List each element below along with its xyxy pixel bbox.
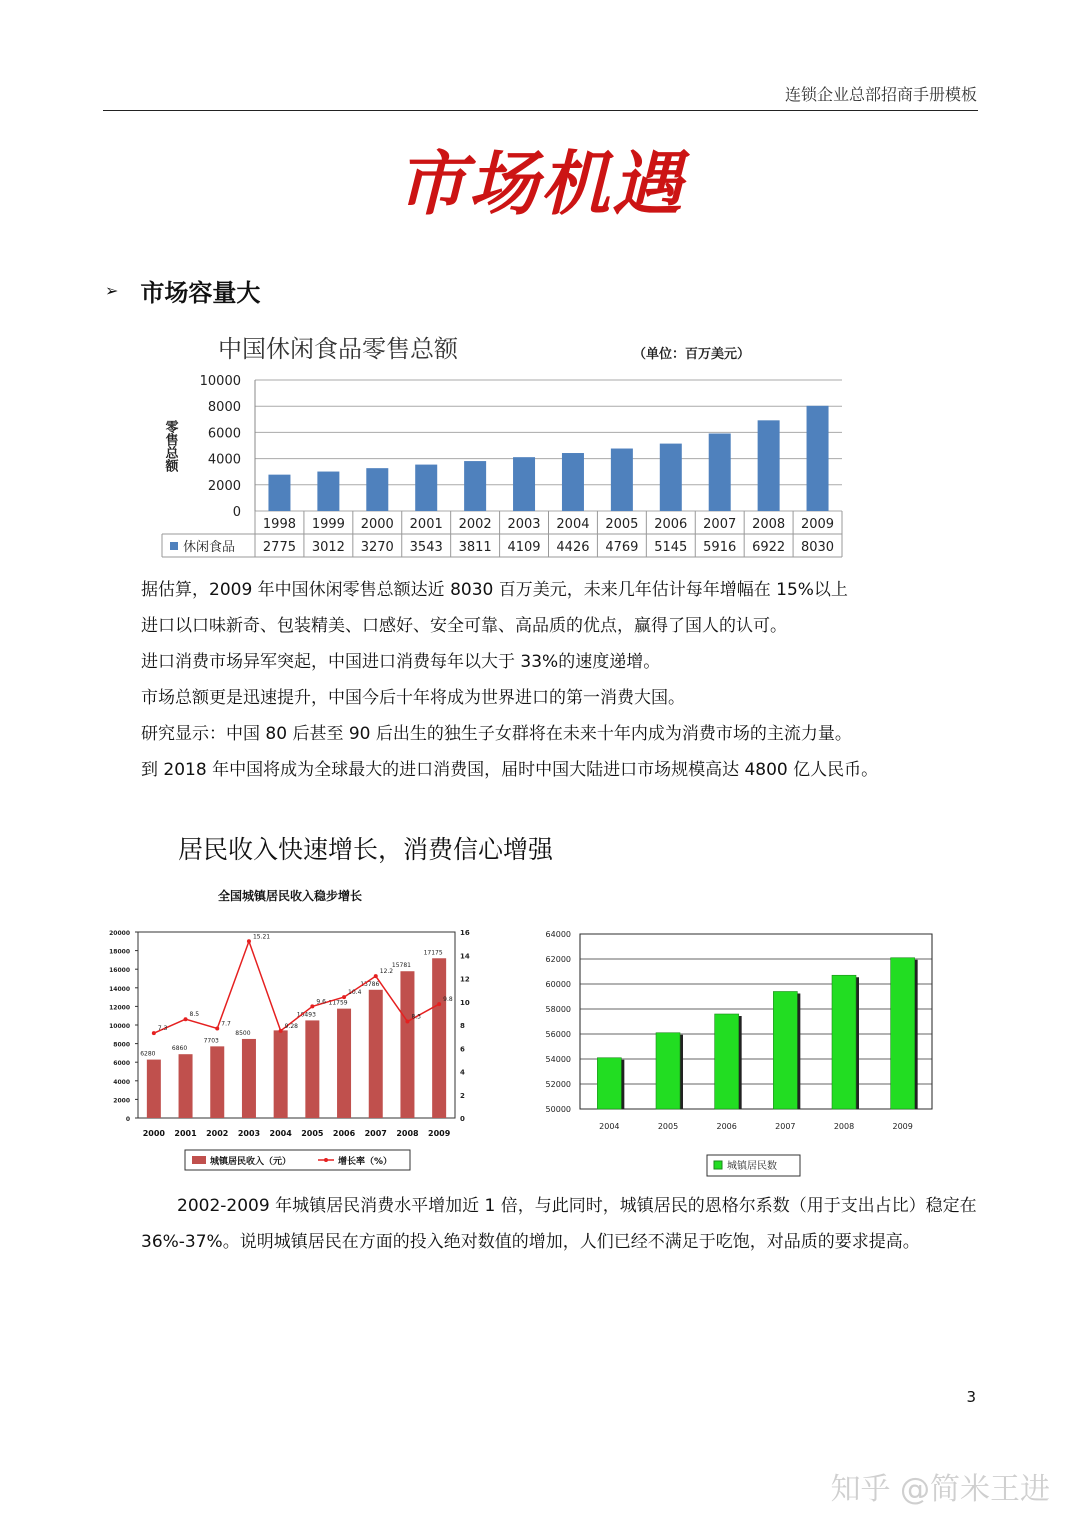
chart1-category-label: 1998 (262, 517, 297, 532)
chart2-y2tick-label: 12 (460, 975, 470, 984)
chart1-category-label: 1999 (311, 517, 345, 532)
chart2-growth-label: 9.28 (284, 1022, 299, 1030)
paragraph-2: 进口以口味新奇、包装精美、口感好、安全可靠、高品质的优点，赢得了国人的认可。 (141, 616, 787, 636)
chart1-ytick-label: 4000 (207, 452, 241, 468)
chart2-category-label: 2001 (174, 1129, 197, 1138)
chart2-growth-label: 10.4 (348, 989, 362, 997)
chart1-legend-swatch (170, 542, 178, 550)
chart3-ytick-label: 50000 (545, 1105, 571, 1114)
chart2-ytick-label: 10000 (109, 1023, 130, 1030)
chart2-category-label: 2006 (332, 1129, 356, 1138)
chart2-category-label: 2009 (428, 1129, 451, 1138)
chart1-category-label: 2008 (752, 517, 786, 532)
chart1-bar (709, 434, 731, 511)
chart1-subtitle: （单位：百万美元） (633, 347, 751, 362)
chart2-bar (305, 1020, 319, 1118)
chart1-bar (758, 420, 780, 511)
chart2-bar (147, 1060, 161, 1118)
chart1-legend-label: 休闲食品 (183, 540, 236, 555)
chart2-ytick-label: 2000 (113, 1097, 130, 1105)
chart2-y2tick-label: 16 (460, 929, 470, 937)
chart2-legend-bar-swatch (192, 1156, 206, 1164)
chart2-y2tick-label: 0 (460, 1115, 465, 1123)
chart2-ytick-label: 8000 (113, 1041, 130, 1049)
snack-retail-chart (150, 325, 860, 565)
chart3-ytick-label: 60000 (545, 980, 571, 989)
chart1-bar (611, 449, 633, 511)
urban-residents-chart (520, 920, 945, 1182)
chart2-growth-line (154, 941, 439, 1033)
chart3-category-label: 2004 (599, 1122, 620, 1131)
chart3-bar (773, 992, 797, 1110)
chart1-bar (366, 468, 388, 511)
chart3-ytick-label: 64000 (545, 930, 571, 939)
chart3-bar (832, 975, 856, 1109)
chart3-bar (891, 958, 915, 1109)
chart3-legend-swatch (714, 1161, 722, 1169)
chart1-value-label: 4109 (507, 540, 541, 555)
chart3-ytick-label: 54000 (545, 1055, 571, 1064)
chart2-ytick-label: 4000 (113, 1078, 130, 1086)
chart2-growth-point (342, 995, 346, 999)
chart1-ytick-label: 6000 (207, 426, 241, 442)
watermark: 知乎 @简米王进 (830, 1472, 1050, 1507)
chart2-y2tick-label: 2 (460, 1091, 465, 1100)
section1-heading: 市场容量大 (140, 279, 261, 307)
chart1-bar (464, 461, 486, 511)
chart2-bar-label: 17175 (423, 949, 443, 957)
chart2-bar-label: 6860 (171, 1045, 188, 1053)
chart1-ytick-label: 10000 (199, 374, 241, 389)
chart3-category-label: 2006 (716, 1122, 737, 1131)
chart1-value-label: 8030 (800, 540, 835, 555)
chart1-ytick-label: 0 (232, 505, 241, 520)
paragraph-3: 进口消费市场异军突起，中国进口消费每年以大于 33%的速度递增。 (141, 652, 661, 672)
chart3-plot-frame (580, 934, 932, 1109)
chart2-growth-point (279, 1029, 283, 1033)
chart1-value-label: 2775 (262, 540, 297, 555)
chart2-growth-point (152, 1031, 156, 1035)
chart2-bar (400, 971, 414, 1118)
chart2-bar-label: 15781 (391, 962, 411, 970)
chart2-legend-line-label: 增长率（%） (338, 1157, 393, 1167)
chart1-value-label: 4426 (556, 540, 590, 555)
chart1-category-label: 2004 (556, 517, 590, 532)
urban-income-chart (100, 880, 500, 1180)
chart3-category-label: 2007 (775, 1122, 796, 1131)
chart2-growth-label: 9.6 (316, 998, 326, 1006)
chart2-legend-line-marker (324, 1158, 328, 1162)
chart2-growth-label: 9.8 (443, 996, 453, 1004)
chart1-bar (513, 457, 535, 511)
chart2-ytick-label: 16000 (109, 967, 130, 975)
chart1-category-label: 2002 (458, 517, 492, 532)
chart1-category-label: 2009 (800, 517, 835, 532)
chart2-bar-label: 10493 (296, 1011, 316, 1019)
chart1-category-label: 2006 (654, 517, 688, 532)
chart3-bar (656, 1033, 680, 1109)
chart1-category-label: 2000 (360, 517, 394, 532)
chart3-category-label: 2009 (892, 1122, 913, 1131)
chart3-legend-label: 城镇居民数 (727, 1161, 777, 1172)
chart1-category-label: 2003 (507, 517, 541, 532)
chart2-category-label: 2003 (237, 1129, 261, 1138)
chart2-y2tick-label: 4 (460, 1068, 465, 1077)
header-rule (103, 110, 978, 111)
chart2-y2tick-label: 10 (460, 998, 470, 1007)
chart2-ytick-label: 20000 (109, 930, 130, 937)
chart2-y2tick-label: 6 (460, 1045, 465, 1054)
body-paragraph-2: 2002-2009 年城镇居民消费水平增加近 1 倍，与此同时，城镇居民的恩格尔系数（用于支出占比）稳定在 36%-37%。说明城镇居民在方面的投入绝对数值的增加，人们已经不满足于吃饱，对品质的要求提高。 (141, 1196, 977, 1252)
chart2-growth-point (437, 1002, 441, 1006)
chart2-category-label: 2005 (301, 1129, 324, 1138)
chart2-growth-point (247, 939, 251, 943)
chart2-bar-label: 6280 (140, 1050, 156, 1058)
chart2-ytick-label: 14000 (109, 985, 130, 993)
chart2-bar-label: 13786 (360, 980, 380, 988)
chart2-growth-label: 12.2 (379, 968, 394, 976)
chart2-growth-point (310, 1004, 314, 1008)
chart1-ytick-label: 2000 (207, 478, 241, 494)
chart1-bar (415, 465, 437, 511)
chart2-legend-bar-label: 城镇居民收入（元） (210, 1157, 292, 1167)
page-number: 3 (966, 1388, 976, 1406)
chart2-growth-label: 7.7 (221, 1020, 231, 1028)
page-title: 市场机遇 (396, 142, 684, 225)
chart2-bar (242, 1039, 256, 1118)
paragraph-4: 市场总额更是迅速提升，中国今后十年将成为世界进口的第一消费大国。 (141, 688, 685, 708)
chart3-bar (715, 1014, 739, 1109)
chart3-bar (597, 1058, 621, 1109)
chart1-bar (317, 472, 339, 511)
chart2-title: 全国城镇居民收入稳步增长 (217, 889, 363, 903)
chart2-bar (337, 1009, 351, 1118)
chart1-ytick-label: 8000 (207, 400, 241, 416)
chart2-ytick-label: 6000 (113, 1060, 130, 1068)
chart2-ytick-label: 0 (125, 1116, 130, 1123)
chart2-bar (179, 1054, 193, 1118)
chart3-ytick-label: 52000 (545, 1080, 571, 1089)
chart3-ytick-label: 58000 (545, 1005, 571, 1014)
chart2-y2tick-label: 14 (460, 952, 470, 961)
chart1-value-label: 3270 (360, 540, 394, 555)
chart3-category-label: 2008 (833, 1122, 855, 1131)
chart1-category-label: 2001 (409, 517, 443, 532)
chart2-growth-label: 15.21 (252, 933, 271, 941)
chart2-growth-label: 7.3 (157, 1025, 168, 1033)
chart1-title: 中国休闲食品零售总额 (218, 335, 458, 363)
chart2-growth-point (184, 1017, 188, 1021)
chart1-value-label: 3543 (409, 540, 443, 555)
paragraph-1: 据估算，2009 年中国休闲零售总额达近 8030 百万美元，未来几年估计每年增幅在 15%以上 (141, 580, 848, 600)
chart2-category-label: 2004 (269, 1129, 292, 1138)
chart1-bar (807, 406, 829, 511)
chart2-bar-label: 7703 (203, 1037, 219, 1045)
chart1-bar (660, 444, 682, 511)
chart2-bar (432, 958, 446, 1118)
chart2-category-label: 2007 (364, 1129, 387, 1138)
section2-title: 居民收入快速增长，消费信心增强 (178, 835, 554, 864)
chart2-ytick-label: 12000 (109, 1004, 130, 1012)
chart2-y2tick-label: 8 (460, 1022, 465, 1030)
chart2-growth-point (405, 1020, 409, 1024)
chart2-growth-point (374, 974, 378, 978)
chart2-growth-label: 8.5 (189, 1011, 200, 1019)
chart1-category-label: 2007 (703, 517, 737, 532)
chart1-value-label: 3012 (311, 540, 345, 555)
chart2-ytick-label: 18000 (109, 948, 130, 956)
chart3-ytick-label: 56000 (545, 1030, 571, 1039)
paragraph-6: 到 2018 年中国将成为全球最大的进口消费国，届时中国大陆进口市场规模高达 4800 亿人民币。 (141, 760, 879, 780)
chart1-value-label: 3811 (458, 540, 492, 555)
chart3-category-label: 2005 (657, 1122, 679, 1131)
chart2-category-label: 2008 (396, 1129, 419, 1138)
chart2-bar (274, 1030, 288, 1118)
header-document-title: 连锁企业总部招商手册模板 (784, 85, 977, 104)
chart2-growth-label: 8.3 (411, 1013, 421, 1021)
section1-heading-row (105, 273, 260, 308)
chart2-growth-point (215, 1026, 219, 1030)
chart1-ylabel: 零售总额 (162, 420, 178, 472)
chart3-ytick-label: 62000 (545, 955, 571, 964)
chart2-bar-label: 11759 (328, 999, 348, 1007)
chart1-value-label: 6922 (752, 540, 786, 555)
paragraph-5: 研究显示：中国 80 后甚至 90 后出生的独生子女群将在未来十年内成为消费市场的主流力量。 (141, 724, 852, 744)
chart2-category-label: 2000 (142, 1129, 165, 1138)
chart1-category-label: 2005 (605, 517, 639, 532)
chart2-category-label: 2002 (206, 1129, 229, 1138)
chart2-bar (369, 990, 383, 1118)
chart1-value-label: 5916 (703, 540, 737, 555)
chart1-bar (268, 475, 290, 511)
chart1-bar (562, 453, 584, 511)
chart1-value-label: 5145 (654, 540, 688, 555)
chart2-bar (210, 1046, 224, 1118)
chart2-bar-label: 8500 (235, 1029, 251, 1037)
arrow-bullet-icon: ➢ (105, 281, 119, 300)
chart1-value-label: 4769 (605, 540, 639, 555)
